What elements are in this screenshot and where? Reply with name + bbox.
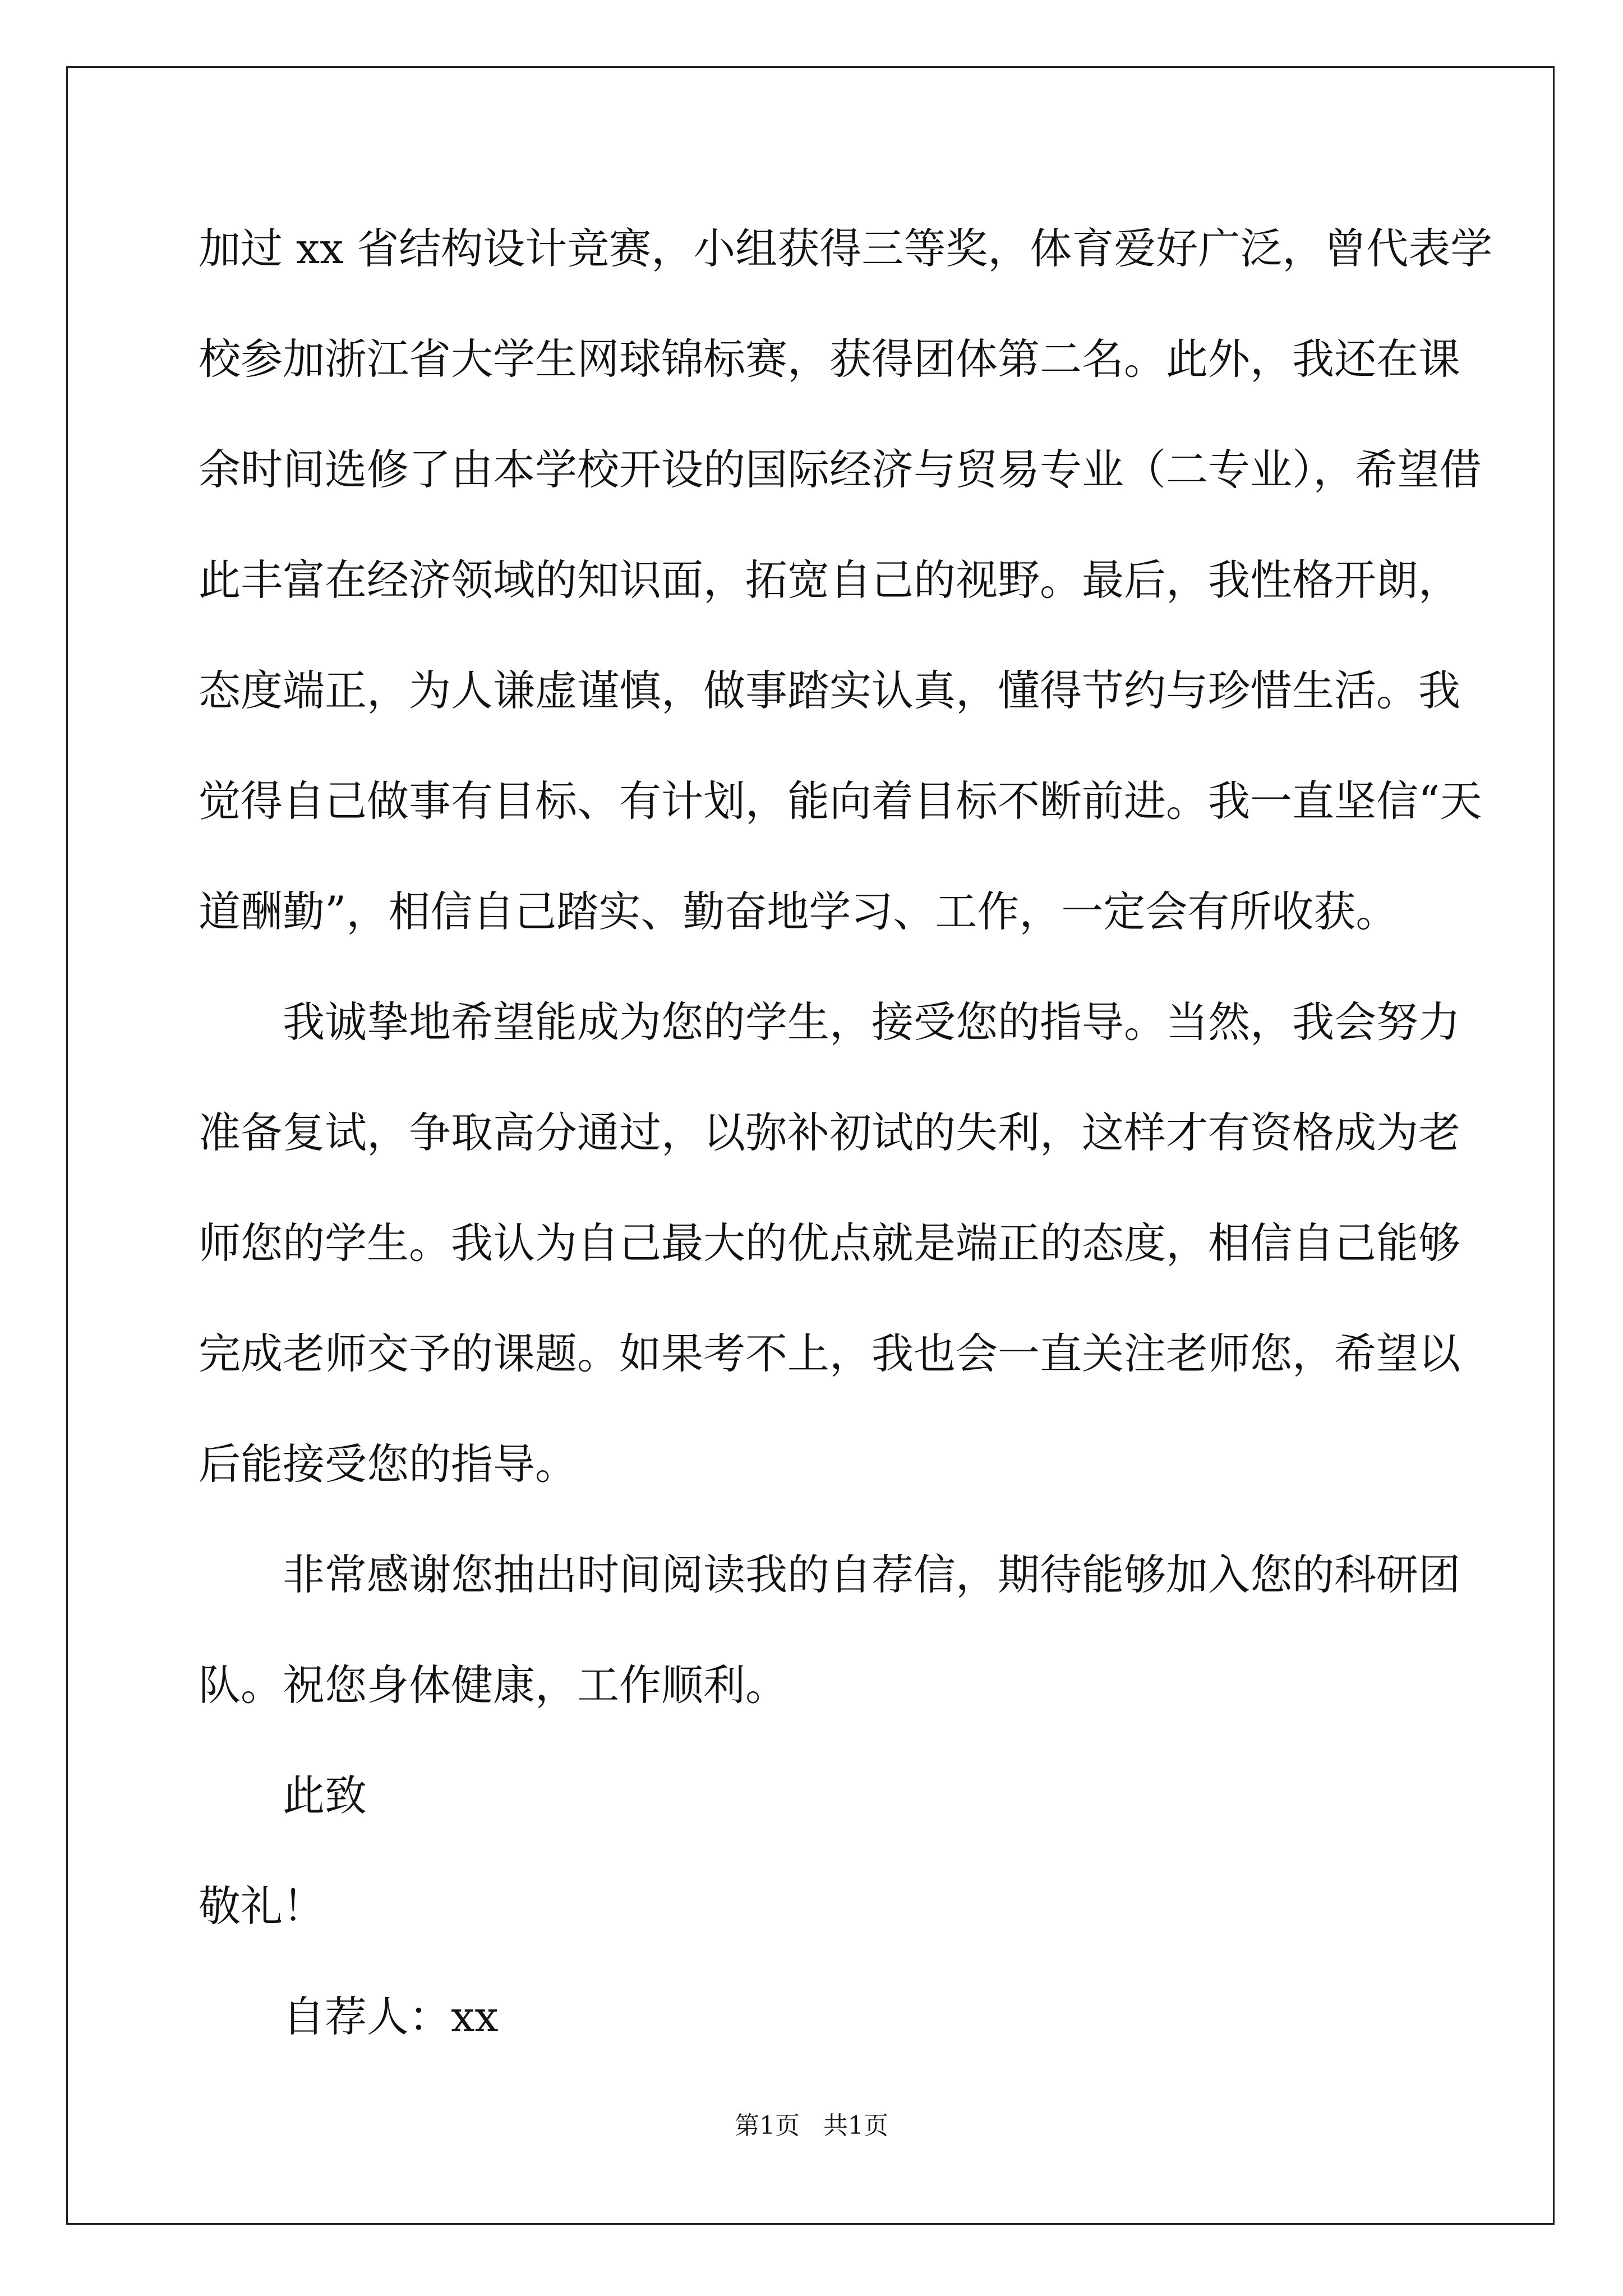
text-line: 非常感谢您抽出时间阅读我的自荐信，期待能够加入您的科研团 (283, 1550, 1461, 1599)
closing-phrase: 此致 (283, 1771, 367, 1820)
signature: 自荐人：xx (283, 1992, 499, 2041)
page-number-current: 第1页 (735, 2111, 800, 2140)
text-line: 队。祝您身体健康，工作顺利。 (199, 1660, 788, 1710)
text-line: 觉得自己做事有目标、有计划，能向着目标不断前进。我一直坚信“天 (199, 776, 1482, 826)
text-line: 后能接受您的指导。 (199, 1439, 578, 1489)
text-line: 此丰富在经济领域的知识面，拓宽自己的视野。最后，我性格开朗， (199, 555, 1461, 605)
text-line: 态度端正，为人谦虚谨慎，做事踏实认真，懂得节约与珍惜生活。我 (199, 666, 1461, 715)
text-line: 准备复试，争取高分通过，以弥补初试的失利，这样才有资格成为老 (199, 1108, 1461, 1157)
text-line: 余时间选修了由本学校开设的国际经济与贸易专业（二专业），希望借 (199, 445, 1482, 494)
page-number-total: 共1页 (823, 2111, 888, 2140)
page-footer (0, 2109, 1623, 2143)
text-line: 完成老师交予的课题。如果考不上，我也会一直关注老师您，希望以 (199, 1329, 1461, 1378)
salutation: 敬礼！ (199, 1881, 325, 1931)
text-line: 校参加浙江省大学生网球锦标赛，获得团体第二名。此外，我还在课 (199, 334, 1461, 384)
text-line: 我诚挚地希望能成为您的学生，接受您的指导。当然，我会努力 (283, 997, 1461, 1047)
text-line: 加过 xx 省结构设计竞赛，小组获得三等奖，体育爱好广泛，曾代表学 (199, 224, 1493, 273)
text-line: 道酬勤”，相信自己踏实、勤奋地学习、工作，一定会有所收获。 (199, 887, 1398, 936)
text-line: 师您的学生。我认为自己最大的优点就是端正的态度，相信自己能够 (199, 1218, 1461, 1268)
letter-body (199, 215, 1493, 2093)
